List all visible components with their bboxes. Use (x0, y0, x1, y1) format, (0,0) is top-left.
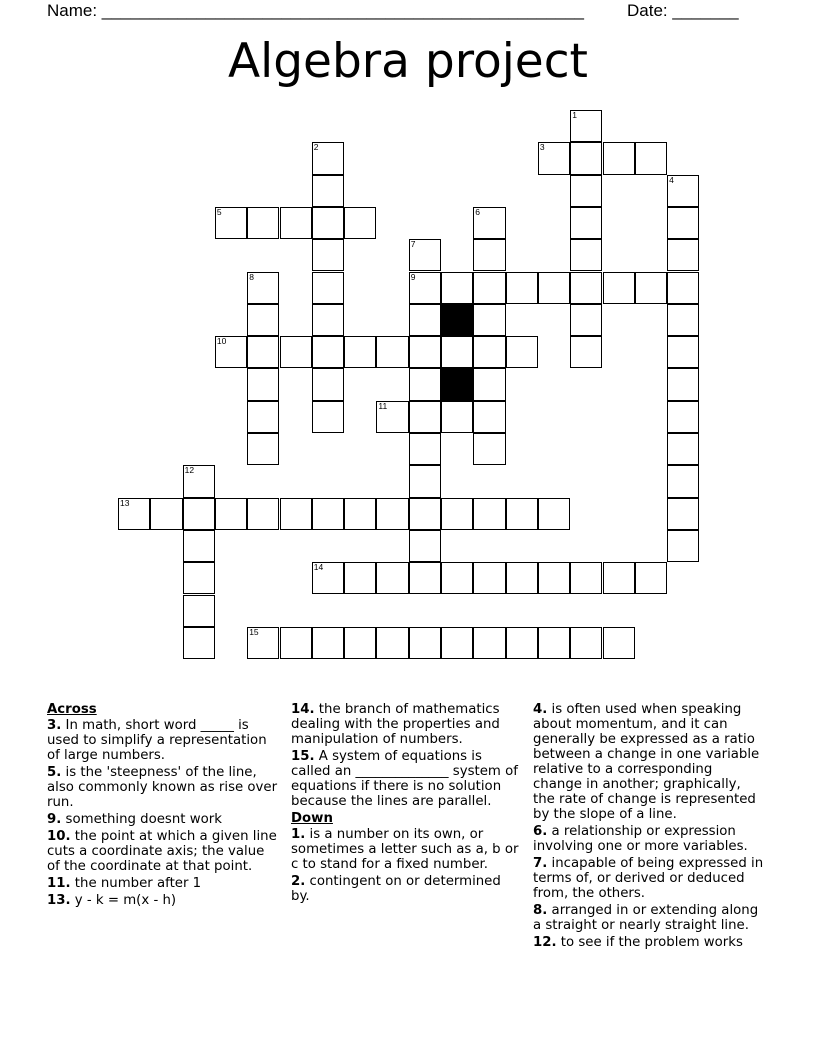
clue-text: In math, short word _____ is used to simplify a representation of large numbers. (47, 718, 267, 763)
grid-cell[interactable] (570, 304, 602, 336)
cell-number: 10 (216, 336, 227, 347)
grid-cell[interactable] (667, 530, 699, 562)
clue-text: is the 'steepness' of the line, also commonly known as rise over run. (47, 765, 278, 810)
clue-text: contingent on or determined by. (291, 874, 501, 904)
down-heading: Down (291, 811, 333, 826)
grid-cell[interactable] (667, 433, 699, 465)
grid-cell[interactable] (667, 239, 699, 271)
grid-cell[interactable] (215, 336, 247, 368)
cell-number: 15 (249, 626, 259, 637)
cell-number: 1 (572, 110, 577, 120)
grid-cell[interactable] (409, 368, 441, 400)
grid-cell[interactable] (473, 336, 505, 368)
grid-cell[interactable] (667, 498, 699, 530)
grid-cell[interactable] (570, 562, 602, 594)
cell-number: 5 (216, 206, 222, 217)
grid-cell[interactable] (409, 465, 441, 497)
grid-cell[interactable] (409, 336, 441, 368)
clue-text: the point at which a given line cuts a coordinate axis; the value of the coordinate at that point. (47, 829, 277, 874)
grid-cell[interactable] (344, 336, 376, 368)
clue-number: 6. (533, 824, 548, 839)
grid-cell[interactable] (150, 498, 182, 530)
grid-cell[interactable] (538, 142, 570, 174)
grid-cell[interactable] (312, 498, 344, 530)
grid-cell[interactable] (215, 207, 247, 239)
clue-across-item (291, 702, 523, 747)
clues-column-1 (47, 702, 279, 910)
clues-column-2 (291, 702, 523, 906)
grid-cell[interactable] (376, 498, 408, 530)
grid-cell[interactable] (667, 207, 699, 239)
grid-cell[interactable] (280, 627, 312, 659)
grid-cell[interactable] (409, 239, 441, 271)
clue-number: 13. (47, 893, 71, 908)
grid-cell[interactable] (570, 110, 602, 142)
grid-cell[interactable] (506, 627, 538, 659)
clue-down-item (533, 856, 765, 901)
grid-cell[interactable] (473, 401, 505, 433)
clue-number: 1. (291, 827, 306, 842)
grid-cell[interactable] (473, 304, 505, 336)
black-cell (441, 368, 473, 400)
clue-down-item (533, 702, 765, 822)
grid-cell[interactable] (506, 498, 538, 530)
grid-cell[interactable] (312, 272, 344, 304)
clue-across-item (47, 893, 279, 908)
grid-cell[interactable] (183, 595, 215, 627)
grid-cell[interactable] (247, 336, 279, 368)
clue-number: 11. (47, 876, 71, 891)
clue-down-item (533, 903, 765, 933)
clue-number: 7. (533, 856, 548, 871)
clue-text: a relationship or expression involving one or more variables. (533, 824, 748, 854)
cell-number: 2 (313, 142, 319, 153)
grid-cell[interactable] (312, 304, 344, 336)
clue-across-item (47, 718, 279, 763)
grid-cell[interactable] (570, 336, 602, 368)
grid-cell[interactable] (473, 627, 505, 659)
grid-cell[interactable] (409, 304, 441, 336)
grid-cell[interactable] (247, 401, 279, 433)
clue-text: arranged in or extending along a straight or nearly straight line. (533, 903, 759, 933)
grid-cell[interactable] (570, 272, 602, 304)
clue-text: incapable of being expressed in terms of, or derived or deduced from, the others. (533, 856, 764, 901)
across-heading: Across (47, 702, 97, 717)
grid-cell[interactable] (603, 627, 635, 659)
grid-cell[interactable] (344, 498, 376, 530)
grid-cell[interactable] (603, 562, 635, 594)
cell-number: 3 (539, 142, 545, 153)
grid-cell[interactable] (667, 368, 699, 400)
grid-cell[interactable] (667, 465, 699, 497)
clue-number: 9. (47, 812, 62, 827)
grid-cell[interactable] (312, 175, 344, 207)
cell-number: 13 (120, 497, 130, 508)
grid-cell[interactable] (409, 401, 441, 433)
clue-down-item (533, 824, 765, 854)
grid-cell[interactable] (183, 627, 215, 659)
grid-cell[interactable] (635, 562, 667, 594)
clue-text: is often used when speaking about momentum, and it can generally be expressed as a ratio between a change in one variable relative to a corresponding change in another; graphically, the rate of change is represented by the slope of a line. (533, 702, 760, 822)
grid-cell[interactable] (312, 142, 344, 174)
grid-cell[interactable] (344, 627, 376, 659)
clue-text: the number after 1 (74, 876, 202, 891)
clue-text: to see if the problem works (560, 935, 743, 950)
clue-number: 2. (291, 874, 306, 889)
grid-cell[interactable] (183, 562, 215, 594)
clue-across-item (47, 812, 279, 827)
grid-cell[interactable] (409, 530, 441, 562)
grid-cell[interactable] (247, 627, 279, 659)
cell-number: 4 (669, 174, 674, 185)
grid-cell[interactable] (667, 401, 699, 433)
grid-cell[interactable] (247, 304, 279, 336)
grid-cell[interactable] (280, 336, 312, 368)
grid-cell[interactable] (667, 304, 699, 336)
grid-cell[interactable] (183, 530, 215, 562)
clue-across-item (47, 765, 279, 810)
grid-cell[interactable] (247, 433, 279, 465)
grid-cell[interactable] (312, 627, 344, 659)
clue-number: 4. (533, 702, 548, 717)
grid-cell[interactable] (183, 465, 215, 497)
grid-cell[interactable] (118, 498, 150, 530)
grid-cell[interactable] (409, 433, 441, 465)
grid-cell[interactable] (441, 498, 473, 530)
grid-cell[interactable] (473, 207, 505, 239)
grid-cell[interactable] (409, 562, 441, 594)
grid-cell[interactable] (376, 336, 408, 368)
cell-number: 6 (475, 206, 481, 217)
grid-cell[interactable] (570, 142, 602, 174)
clue-number: 14. (291, 702, 315, 717)
cell-number: 8 (249, 271, 254, 282)
clue-text: y - k = m(x - h) (74, 893, 177, 908)
grid-cell[interactable] (344, 562, 376, 594)
cell-number: 9 (410, 271, 416, 282)
grid-cell[interactable] (409, 498, 441, 530)
grid-cell[interactable] (344, 207, 376, 239)
grid-cell[interactable] (409, 272, 441, 304)
grid-cell[interactable] (667, 336, 699, 368)
grid-cell[interactable] (312, 239, 344, 271)
grid-cell[interactable] (473, 498, 505, 530)
grid-cell[interactable] (280, 207, 312, 239)
grid-cell[interactable] (473, 272, 505, 304)
grid-cell[interactable] (667, 175, 699, 207)
grid-cell[interactable] (667, 272, 699, 304)
clue-number: 10. (47, 829, 71, 844)
grid-cell[interactable] (312, 336, 344, 368)
clue-text: something doesnt work (65, 812, 222, 827)
clue-down-item (291, 827, 523, 872)
grid-cell[interactable] (570, 175, 602, 207)
clue-text: A system of equations is called an ______________ system of equations if there is no solution because the lines are parallel. (291, 749, 518, 809)
clue-across-item (291, 749, 523, 809)
grid-cell[interactable] (441, 336, 473, 368)
grid-cell[interactable] (635, 142, 667, 174)
grid-cell[interactable] (409, 627, 441, 659)
grid-cell[interactable] (473, 433, 505, 465)
clue-down-item (291, 874, 523, 904)
grid-cell[interactable] (506, 272, 538, 304)
grid-cell[interactable] (312, 207, 344, 239)
clue-number: 15. (291, 749, 315, 764)
clue-text: the branch of mathematics dealing with the properties and manipulation of numbers. (291, 702, 500, 747)
grid-cell[interactable] (570, 627, 602, 659)
grid-cell[interactable] (538, 627, 570, 659)
black-cell (441, 304, 473, 336)
grid-cell[interactable] (473, 562, 505, 594)
grid-cell[interactable] (506, 562, 538, 594)
clue-number: 5. (47, 765, 62, 780)
grid-cell[interactable] (635, 272, 667, 304)
grid-cell[interactable] (215, 498, 247, 530)
clue-number: 12. (533, 935, 557, 950)
cell-number: 14 (313, 562, 324, 573)
grid-cell[interactable] (441, 272, 473, 304)
grid-cell[interactable] (441, 562, 473, 594)
grid-cell[interactable] (538, 272, 570, 304)
clue-number: 3. (47, 718, 62, 733)
date-field[interactable]: Date: _______ (627, 1, 739, 20)
cell-number: 7 (410, 239, 416, 250)
grid-cell[interactable] (538, 562, 570, 594)
grid-cell[interactable] (570, 239, 602, 271)
grid-cell[interactable] (441, 401, 473, 433)
grid-cell[interactable] (312, 562, 344, 594)
grid-cell[interactable] (312, 401, 344, 433)
grid-cell[interactable] (247, 207, 279, 239)
name-field[interactable]: Name: ___________________________________________________ (47, 1, 584, 20)
grid-cell[interactable] (473, 368, 505, 400)
cell-number: 12 (184, 465, 195, 476)
grid-cell[interactable] (376, 627, 408, 659)
grid-cell[interactable] (312, 368, 344, 400)
grid-cell[interactable] (603, 272, 635, 304)
grid-cell[interactable] (280, 498, 312, 530)
clue-across-item (47, 829, 279, 874)
grid-cell[interactable] (247, 498, 279, 530)
clue-across-item (47, 876, 279, 891)
clue-text: is a number on its own, or sometimes a letter such as a, b or c to stand for a fixed number. (291, 827, 519, 872)
grid-cell[interactable] (247, 272, 279, 304)
grid-cell[interactable] (441, 627, 473, 659)
cell-number: 11 (378, 400, 388, 411)
grid-cell[interactable] (538, 498, 570, 530)
grid-cell[interactable] (376, 562, 408, 594)
grid-cell[interactable] (247, 368, 279, 400)
clue-number: 8. (533, 903, 548, 918)
grid-cell[interactable] (506, 336, 538, 368)
grid-cell[interactable] (376, 401, 408, 433)
page-title: Algebra project (228, 34, 588, 89)
clues-column-3 (533, 702, 765, 952)
grid-cell[interactable] (473, 239, 505, 271)
grid-cell[interactable] (603, 142, 635, 174)
grid-cell[interactable] (183, 498, 215, 530)
clue-down-item (533, 935, 765, 950)
grid-cell[interactable] (570, 207, 602, 239)
